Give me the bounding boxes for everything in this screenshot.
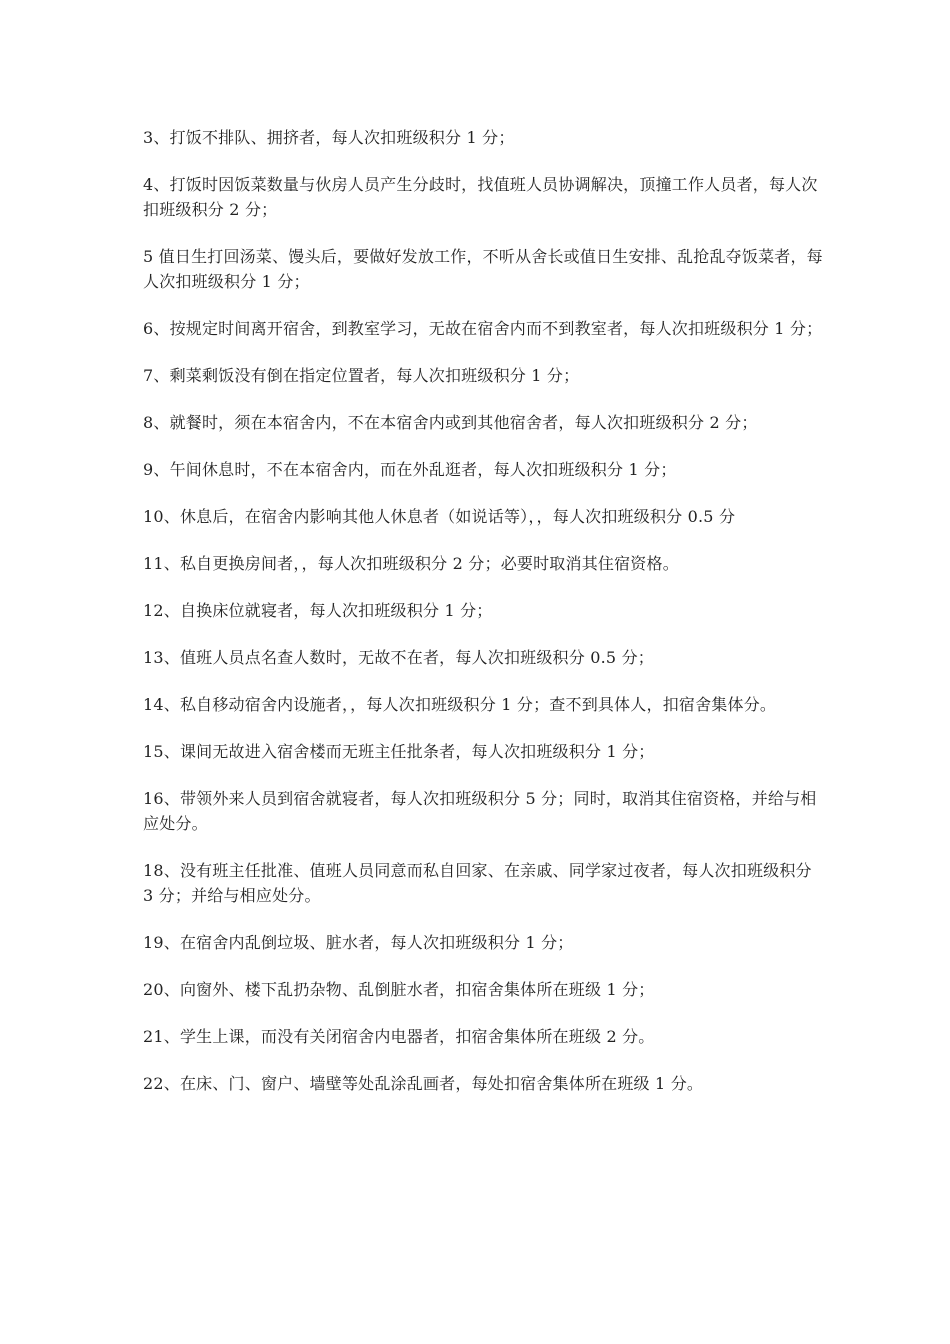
rule-item: 7、剩菜剩饭没有倒在指定位置者，每人次扣班级积分 1 分； [143,366,580,385]
rule-item: 22、在床、门、窗户、墙壁等处乱涂乱画者，每处扣宿舍集体所在班级 1 分。 [143,1074,704,1093]
rule-item: 21、学生上课，而没有关闭宿舍内电器者，扣宿舍集体所在班级 2 分。 [143,1027,655,1046]
rule-item: 20、向窗外、楼下乱扔杂物、乱倒脏水者，扣宿舍集体所在班级 1 分； [143,980,655,999]
rule-item: 12、自换床位就寝者，每人次扣班级积分 1 分； [143,601,493,620]
rule-item: 4、打饭时因饭菜数量与伙房人员产生分歧时，找值班人员协调解决，顶撞工作人员者，每人次扣班级积分 2 分； [143,175,818,219]
rules-list [143,125,823,1118]
rule-item: 5 值日生打回汤菜、馒头后，要做好发放工作，不听从舍长或值日生安排、乱抢乱夺饭菜者，每人次扣班级积分 1 分； [143,247,823,291]
rule-item: 10、休息后，在宿舍内影响其他人休息者（如说话等），，每人次扣班级积分 0.5 分 [143,507,736,526]
rule-item: 9、午间休息时，不在本宿舍内，而在外乱逛者，每人次扣班级积分 1 分； [143,460,677,479]
rule-item: 13、值班人员点名查人数时，无故不在者，每人次扣班级积分 0.5 分； [143,648,654,667]
rule-item: 15、课间无故进入宿舍楼而无班主任批条者，每人次扣班级积分 1 分； [143,742,655,761]
rule-item: 18、没有班主任批准、值班人员同意而私自回家、在亲戚、同学家过夜者，每人次扣班级积分 3 分；并给与相应处分。 [143,861,812,905]
rule-item: 8、就餐时，须在本宿舍内，不在本宿舍内或到其他宿舍者，每人次扣班级积分 2 分； [143,413,758,432]
rule-item: 6、按规定时间离开宿舍，到教室学习，无故在宿舍内而不到教室者，每人次扣班级积分 1 分； [143,319,823,338]
rule-item: 16、带领外来人员到宿舍就寝者，每人次扣班级积分 5 分；同时，取消其住宿资格，并给与相应处分。 [143,789,817,833]
rule-item: 19、在宿舍内乱倒垃圾、脏水者，每人次扣班级积分 1 分； [143,933,574,952]
rule-item: 11、私自更换房间者，，每人次扣班级积分 2 分；必要时取消其住宿资格。 [143,554,679,573]
rule-item: 3、打饭不排队、拥挤者，每人次扣班级积分 1 分； [143,128,515,147]
rule-item: 14、私自移动宿舍内设施者，，每人次扣班级积分 1 分；查不到具体人，扣宿舍集体分。 [143,695,777,714]
